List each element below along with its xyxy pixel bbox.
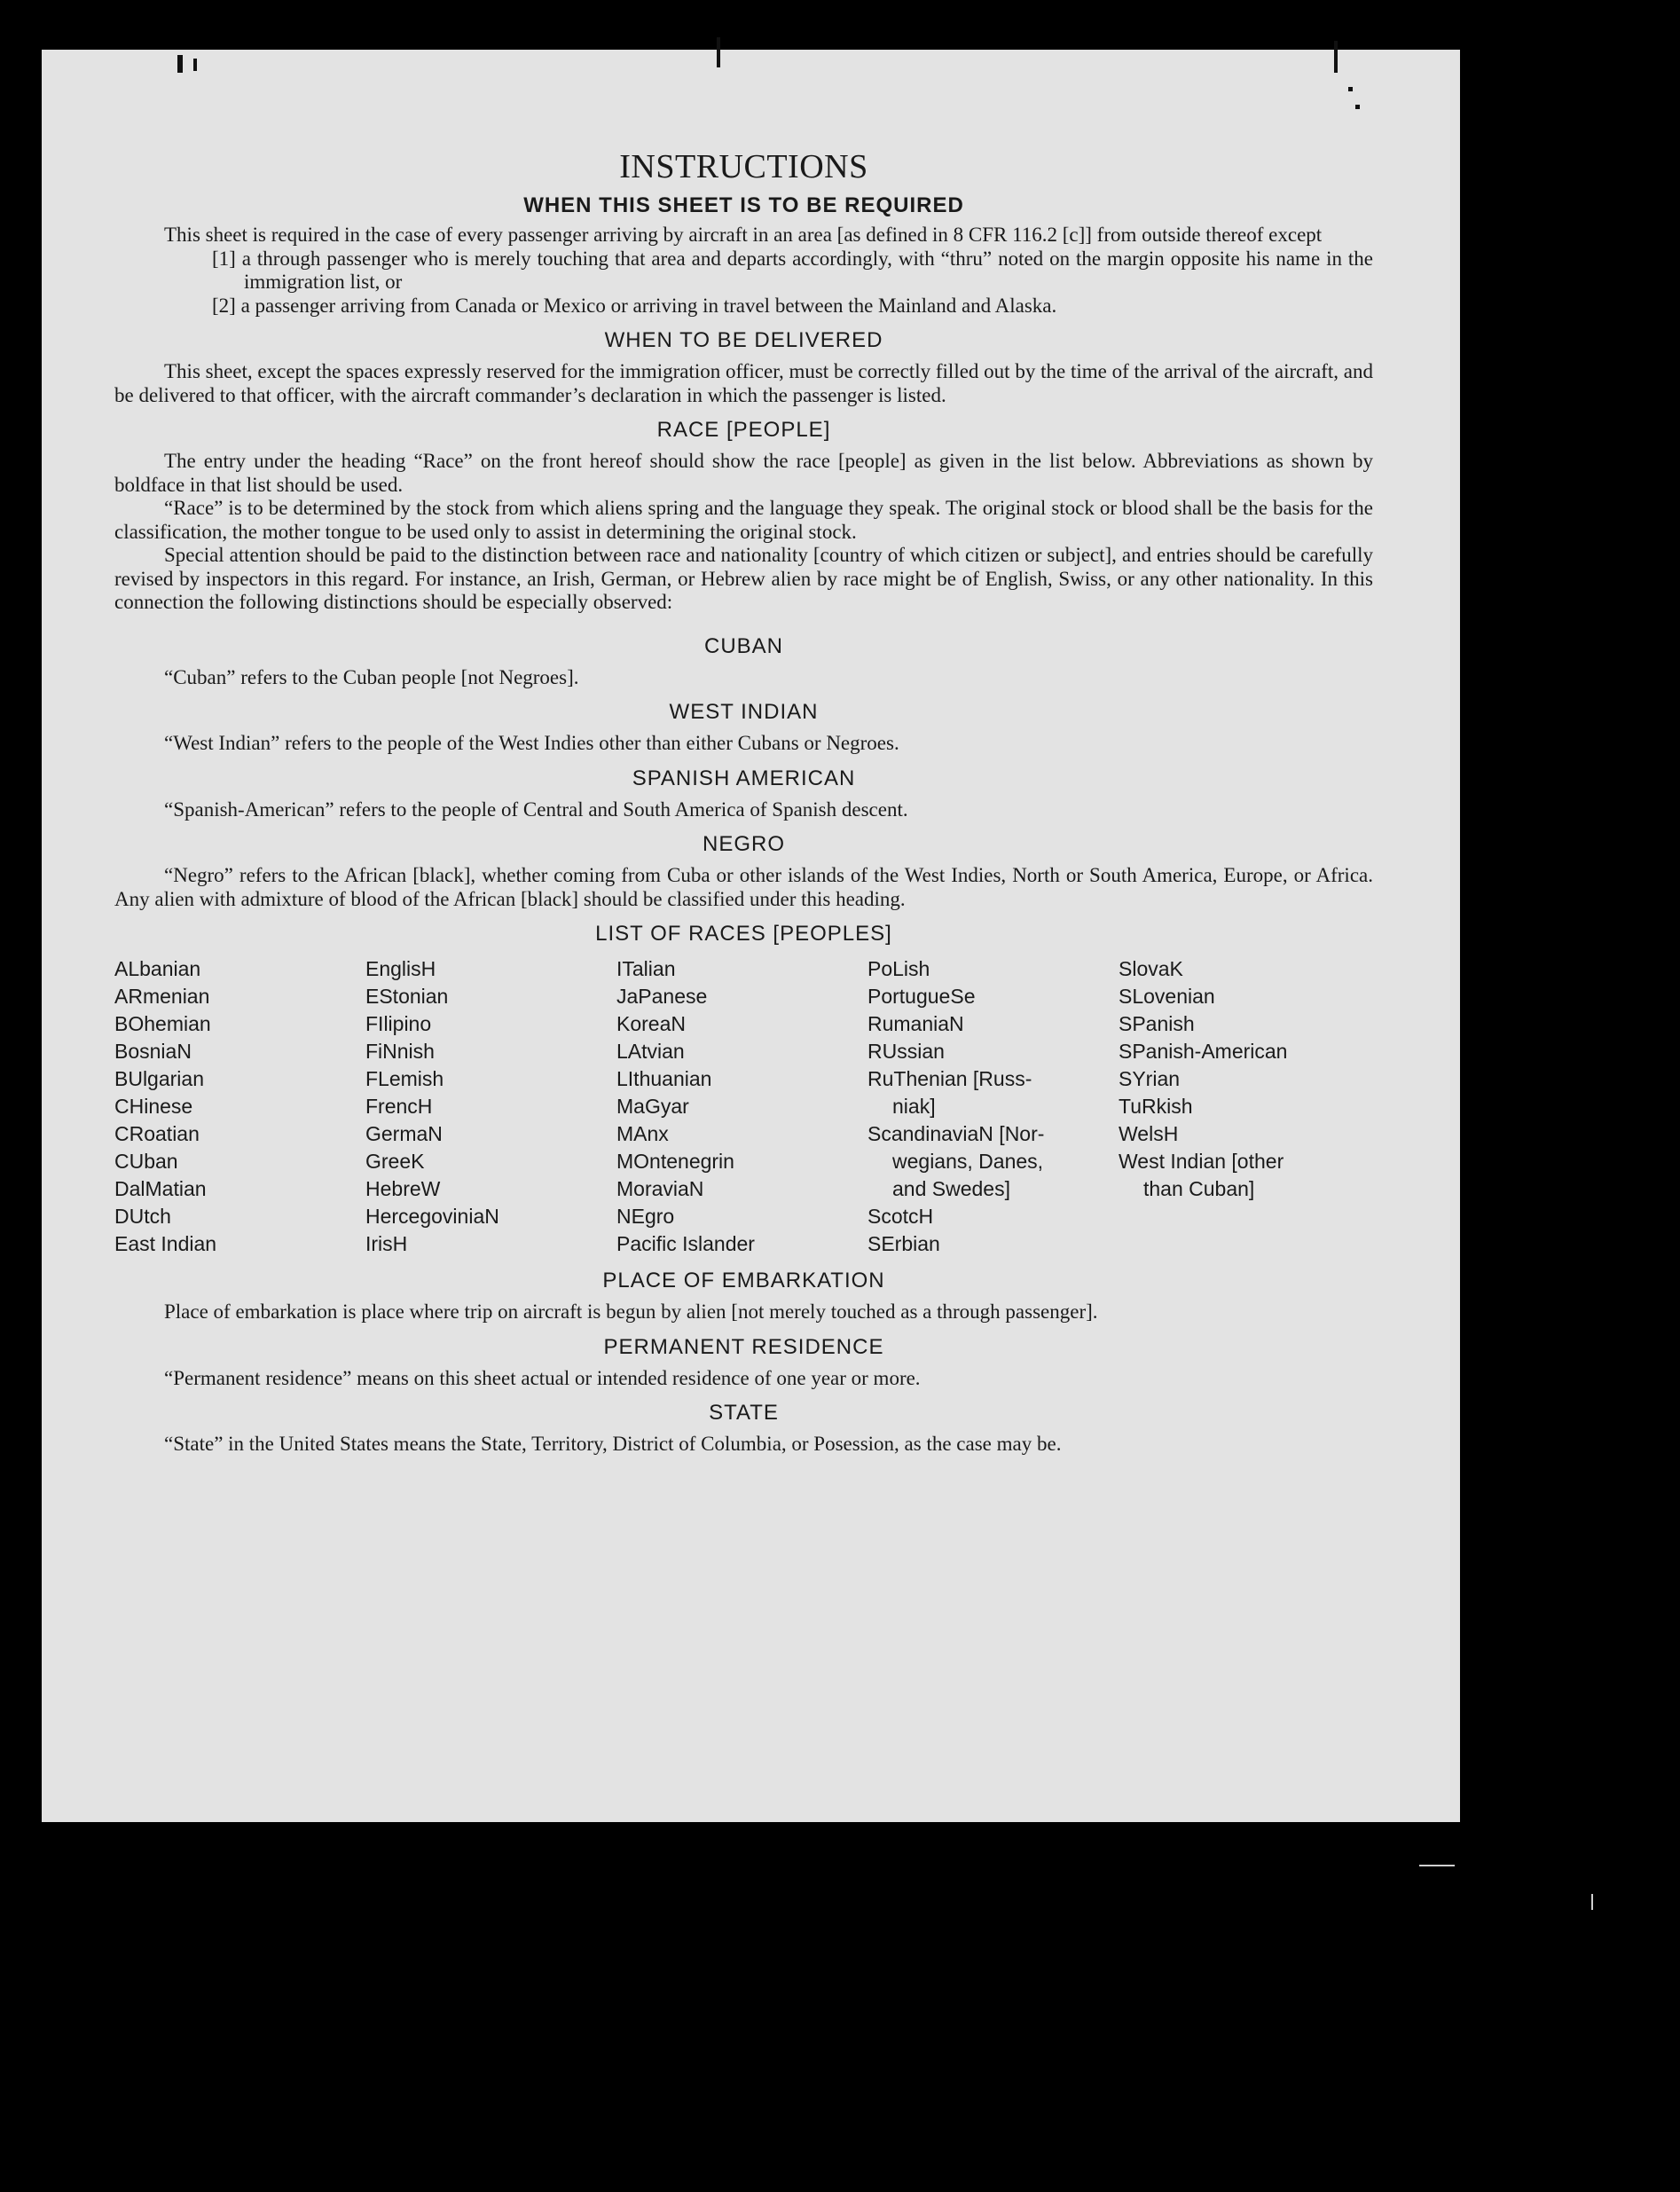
west-indian-text: “West Indian” refers to the people of the West Indies other than either Cubans or Negroes. [164, 732, 899, 754]
race-entry: TuRkish [1119, 1095, 1193, 1118]
race-entry: SLovenian [1119, 985, 1215, 1008]
heading-place-of-embarkation: PLACE OF EMBARKATION [602, 1269, 885, 1292]
required-item-1: [1] a through passenger who is merely touching that area and departs accordingly, with “thru” noted on the margin opposite his name in the immigration list, or [212, 247, 1373, 293]
heading-permanent-residence: PERMANENT RESIDENCE [603, 1334, 884, 1359]
race-entry: EnglisH [365, 957, 436, 980]
race-entry: RumaniaN [867, 1012, 964, 1035]
race-entry: Pacific Islander [616, 1232, 755, 1255]
race-entry: LIthuanian [616, 1067, 712, 1090]
heading-list-of-races: LIST OF RACES [PEOPLES] [595, 922, 892, 946]
race-entry: HercegoviniaN [365, 1205, 499, 1228]
race-entry: East Indian [114, 1232, 217, 1255]
heading-spanish-american: SPANISH AMERICAN [632, 766, 856, 790]
race-entry: MAnx [616, 1122, 669, 1145]
race-entry: SlovaK [1119, 957, 1183, 980]
races-column-5 [1119, 955, 1370, 1258]
race-entry: DalMatian [114, 1177, 207, 1200]
race-entry: CHinese [114, 1095, 193, 1118]
heading-state: STATE [709, 1401, 779, 1425]
race-entry: BUlgarian [114, 1067, 204, 1090]
scan-speck [1334, 41, 1338, 73]
race-entry: KoreaN [616, 1012, 686, 1035]
heading-west-indian: WEST INDIAN [669, 700, 819, 724]
race-entry: PortugueSe [867, 985, 976, 1008]
race-entry: SYrian [1119, 1067, 1181, 1090]
scan-speck [177, 55, 183, 73]
race-entry: FrencH [365, 1095, 433, 1118]
race-entry: HebreW [365, 1177, 441, 1200]
state-text: “State” in the United States means the State, Territory, District of Columbia, or Posession, as the case may be. [164, 1433, 1062, 1455]
race-entry: NEgro [616, 1205, 675, 1228]
race-entry-continuation: and Swedes] [892, 1177, 1010, 1200]
race-entry-continuation: wegians, Danes, [892, 1150, 1044, 1173]
race-entry: GermaN [365, 1122, 443, 1145]
race-entry: CUban [114, 1150, 178, 1173]
race-paragraph-2: “Race” is to be determined by the stock from which aliens spring and the language they speak. The original stock or blood shall be the basis for the classification, the mother tongue to be used only to assist in determining the original stock. [114, 497, 1373, 543]
scan-speck [193, 59, 197, 71]
race-entry: SPanish-American [1119, 1040, 1288, 1063]
race-entry: SErbian [867, 1232, 940, 1255]
race-entry: MoraviaN [616, 1177, 704, 1200]
race-entry: FLemish [365, 1067, 444, 1090]
heading-race: RACE [PEOPLE] [656, 418, 831, 442]
cuban-text: “Cuban” refers to the Cuban people [not Negroes]. [164, 665, 579, 688]
races-column-1 [114, 955, 365, 1258]
required-intro: This sheet is required in the case of every passenger arriving by aircraft in an area [as defined in 8 CFR 116.2 [c]] from outside thereof except [164, 224, 1323, 246]
race-entry-continuation: niak] [892, 1095, 936, 1118]
race-entry: ARmenian [114, 985, 210, 1008]
race-entry: SPanish [1119, 1012, 1195, 1035]
race-entry: EStonian [365, 985, 449, 1008]
race-entry: ScotcH [867, 1205, 934, 1228]
heading-negro: NEGRO [702, 832, 785, 856]
race-entry-continuation: than Cuban] [1143, 1177, 1255, 1200]
scan-speck [1348, 87, 1353, 91]
scan-speck [1591, 1894, 1593, 1910]
races-list [114, 955, 1373, 1258]
required-item-2: [2] a passenger arriving from Canada or Mexico or arriving in travel between the Mainland and Alaska. [212, 294, 1057, 317]
heading-when-required: WHEN THIS SHEET IS TO BE REQUIRED [523, 193, 964, 217]
race-entry: BOhemian [114, 1012, 211, 1035]
race-entry: DUtch [114, 1205, 171, 1228]
race-paragraph-3: Special attention should be paid to the distinction between race and nationality [country of which citizen or subject], and entries should be carefully revised by inspectors in this regard. For instance, an Irish, German, or Hebrew alien by race might be of English, Swiss, or any other nationality. In this connection the following distinctions should be especially observed: [114, 544, 1373, 613]
race-entry: ITalian [616, 957, 676, 980]
negro-text: “Negro” refers to the African [black], whether coming from Cuba or other islands of the West Indies, North or South America, Europe, or Africa. Any alien with admixture of blood of the African [black] should be classified under this heading. [114, 864, 1373, 910]
race-entry: IrisH [365, 1232, 408, 1255]
race-entry: MOntenegrin [616, 1150, 734, 1173]
scan-speck [1419, 1865, 1455, 1866]
races-column-2 [365, 955, 616, 1258]
race-entry: MaGyar [616, 1095, 689, 1118]
race-paragraph-1: The entry under the heading “Race” on the front hereof should show the race [people] as given in the list below. Abbreviations as shown by boldface in that list should be used. [114, 450, 1373, 496]
document-page [42, 50, 1460, 1822]
race-entry: CRoatian [114, 1122, 200, 1145]
race-entry: RuThenian [Russ- [867, 1067, 1032, 1090]
race-entry: BosniaN [114, 1040, 192, 1063]
scan-speck [717, 37, 720, 67]
delivered-text: This sheet, except the spaces expressly reserved for the immigration officer, must be correctly filled out by the time of the arrival of the aircraft, and be delivered to that officer, with the aircraft commander’s declaration in which the passenger is listed. [114, 360, 1373, 406]
races-column-4 [867, 955, 1119, 1258]
race-entry: ALbanian [114, 957, 201, 980]
heading-cuban: CUBAN [703, 633, 783, 658]
embarkation-text: Place of embarkation is place where trip on aircraft is begun by alien [not merely touched as a through passenger]. [164, 1300, 1098, 1323]
race-entry: FIlipino [365, 1012, 432, 1035]
race-entry: WelsH [1119, 1122, 1179, 1145]
scan-speck [1355, 105, 1360, 109]
race-entry: JaPanese [616, 985, 708, 1008]
heading-when-delivered: WHEN TO BE DELIVERED [604, 328, 883, 352]
residence-text: “Permanent residence” means on this sheet actual or intended residence of one year or more. [164, 1366, 921, 1389]
race-entry: GreeK [365, 1150, 425, 1173]
race-entry: West Indian [other [1119, 1150, 1284, 1173]
race-entry: RUssian [867, 1040, 945, 1063]
races-column-3 [616, 955, 867, 1258]
race-entry: PoLish [867, 957, 930, 980]
race-entry: ScandinaviaN [Nor- [867, 1122, 1045, 1145]
race-entry: LAtvian [616, 1040, 685, 1063]
spanish-american-text: “Spanish-American” refers to the people of Central and South America of Spanish descent. [164, 797, 908, 821]
race-entry: FiNnish [365, 1040, 435, 1063]
page-title: INSTRUCTIONS [619, 148, 868, 185]
